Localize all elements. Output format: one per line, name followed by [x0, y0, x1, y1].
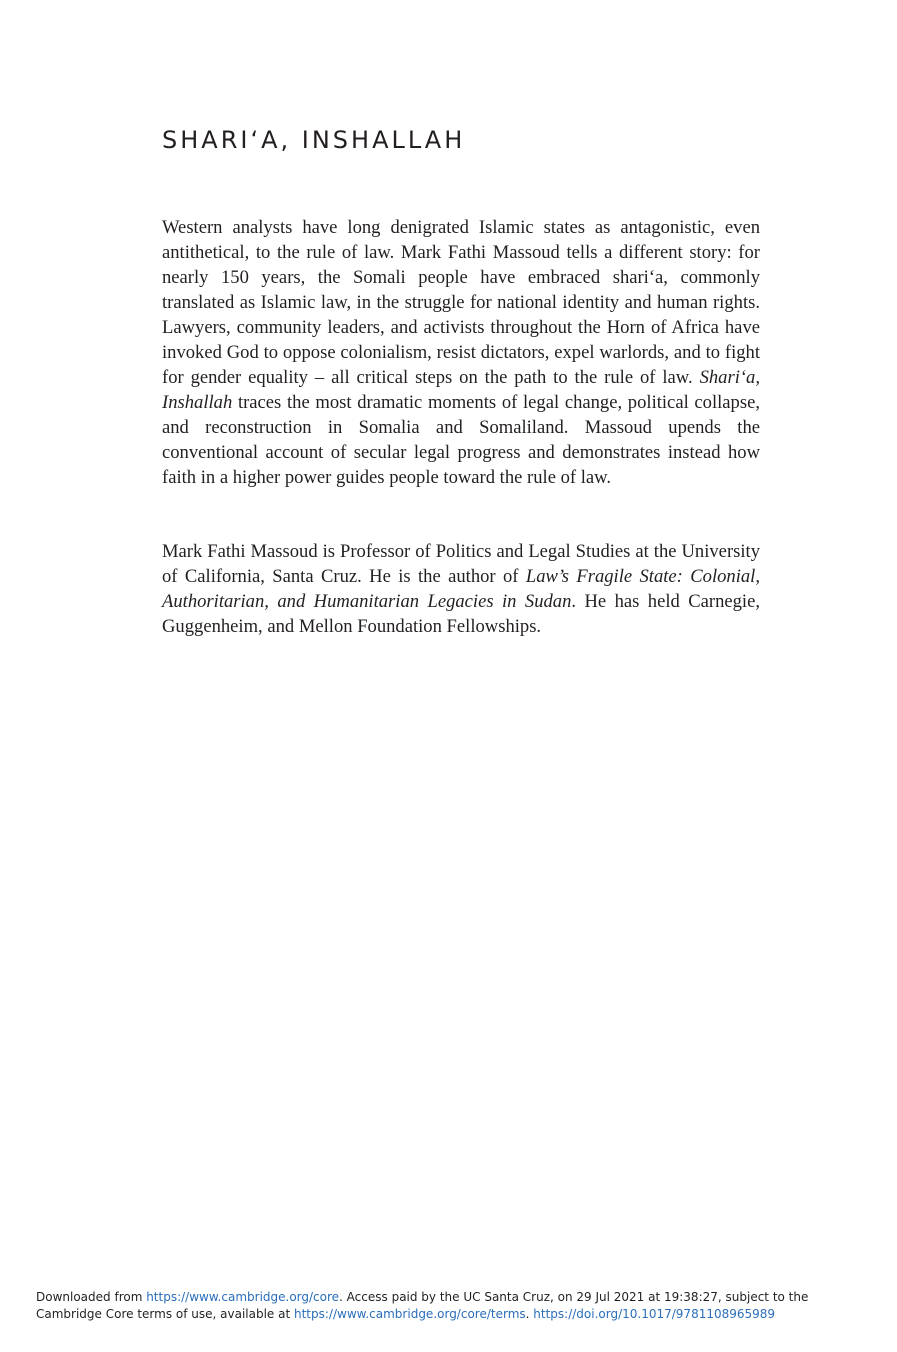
- author-bio-text-1: Mark Fathi Massoud is Professor of Politics and Legal Studies at the University of California, Santa Cruz. He is the author of: [162, 541, 760, 587]
- cambridge-core-link[interactable]: https://www.cambridge.org/core: [146, 1290, 340, 1304]
- footer-text-1: Downloaded from: [36, 1290, 147, 1304]
- doi-link[interactable]: https://doi.org/10.1017/9781108965989: [533, 1307, 776, 1321]
- description-text-2: traces the most dramatic moments of legal change, political collapse, and reconstruction in Somalia and Somaliland. Massoud upends the conventional account of secular legal progress and demonstrates instead how faith in a higher power guides people toward the rule of law.: [162, 392, 760, 488]
- footer-text-3: .: [525, 1307, 534, 1321]
- author-bio-text-2: . He has held Carnegie, Guggenheim, and Mellon Foundation Fellowships.: [162, 591, 761, 637]
- terms-link[interactable]: https://www.cambridge.org/core/terms: [294, 1307, 526, 1321]
- page-title: SHARI‘A, INSHALLAH: [162, 126, 466, 154]
- book-description: [162, 215, 760, 490]
- description-text-1: Western analysts have long denigrated Islamic states as antagonistic, even antithetical, to the rule of law. Mark Fathi Massoud tells a different story: for nearly 150 years, the Somali people have embraced shari‘a, commonly translated as Islamic law, in the struggle for national identity and human rights. Lawyers, community leaders, and activists throughout the Horn of Africa have invoked God to oppose colonialism, resist dictators, expel warlords, and to fight for gender equality – all critical steps on the path to the rule of law.: [162, 217, 760, 388]
- footer-text-2: . Access paid by the UC Santa Cruz, on 29 Jul 2021 at 19:38:27, subject to the Cambridge Core terms of use, available at: [36, 1290, 809, 1321]
- download-footer: [36, 1289, 866, 1323]
- author-bio: [162, 539, 760, 639]
- description-book-title: Shari‘a, Inshallah: [162, 367, 760, 413]
- author-bio-book-title: Law’s Fragile State: Colonial, Authoritarian, and Humanitarian Legacies in Sudan: [162, 566, 760, 612]
